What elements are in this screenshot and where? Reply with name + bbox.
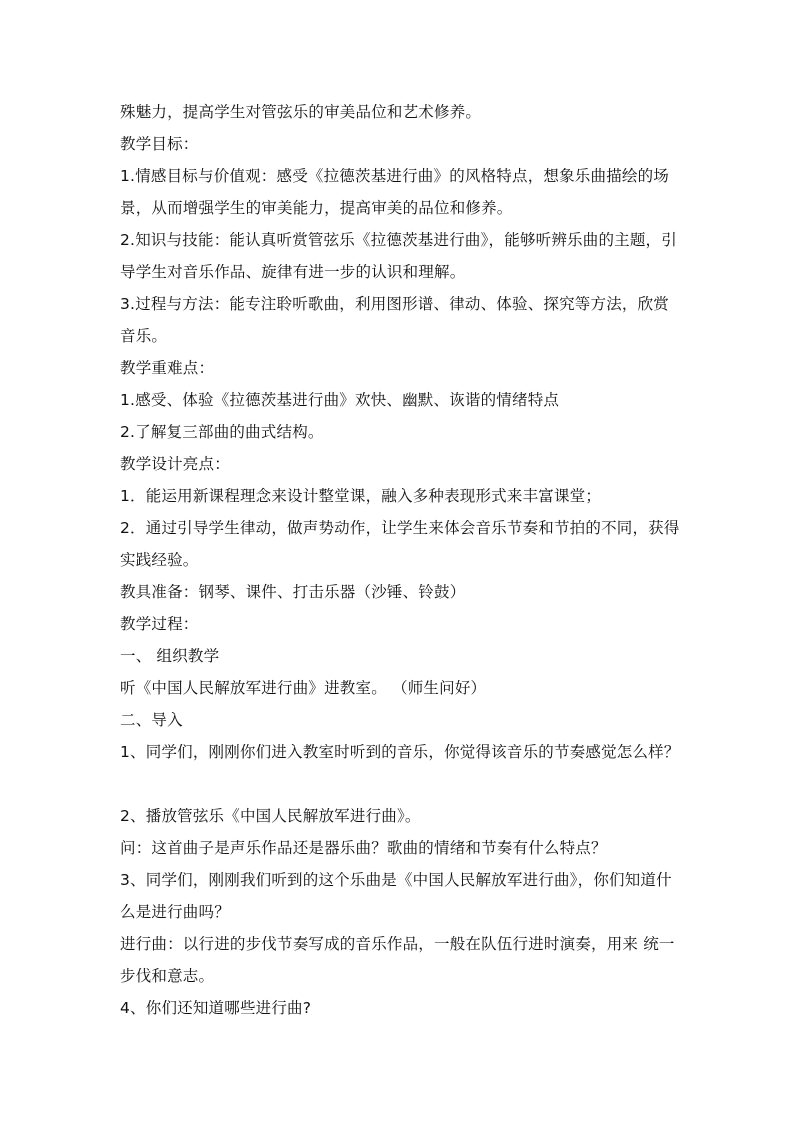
heading-design-highlights: 教学设计亮点： [120, 455, 230, 473]
intro-question-2: 2、播放管弦乐《中国人民解放军进行曲》。 [120, 807, 421, 825]
intro-question-2-ask: 问：这首曲子是声乐作品还是器乐曲？歌曲的情绪和节奏有什么特点？ [120, 839, 607, 857]
highlight-item-1: 1．能运用新课程理念来设计整堂课，融入多种表现形式来丰富课堂； [120, 487, 602, 505]
process-step-intro: 二、导入 [120, 711, 183, 729]
difficulty-item-1: 1.感受、体验《拉德茨基进行曲》欢快、幽默、诙谐的情绪特点 [120, 391, 560, 409]
intro-question-3: 3、同学们，刚刚我们听到的这个乐曲是《中国人民解放军进行曲》，你们知道什么是进行曲吗？ [120, 871, 672, 921]
heading-teaching-process: 教学过程： [120, 615, 199, 633]
document-page [120, 96, 680, 1024]
teaching-aids: 教具准备：钢琴、课件、打击乐器（沙锤、铃鼓） [120, 583, 466, 601]
process-listen-enter: 听《中国人民解放军进行曲》进教室。 （师生问好） [120, 679, 487, 697]
highlight-item-2: 2．通过引导学生律动，做声势动作，让学生来体会音乐节奏和节拍的不同，获得实践经验。 [120, 519, 680, 569]
intro-question-1: 1、同学们，刚刚你们进入教室时听到的音乐，你觉得该音乐的节奏感觉怎么样？ [120, 743, 680, 761]
heading-teaching-goals: 教学目标： [120, 135, 199, 153]
goal-process: 3.过程与方法：能专注聆听歌曲，利用图形谱、律动、体验、探究等方法，欣赏音乐。 [120, 295, 669, 345]
process-step-organize: 一、 组织教学 [120, 647, 220, 665]
intro-question-4: 4、你们还知道哪些进行曲? [120, 999, 312, 1017]
difficulty-item-2: 2.了解复三部曲的曲式结构。 [120, 423, 324, 441]
heading-key-difficulties: 教学重难点： [120, 359, 215, 377]
paragraph-intro-continuation: 殊魅力，提高学生对管弦乐的审美品位和艺术修养。 [120, 103, 482, 121]
goal-emotion: 1.情感目标与价值观：感受《拉德茨基进行曲》的风格特点，想象乐曲描绘的场景，从而增强学生的审美能力，提高审美的品位和修养。 [120, 167, 669, 217]
goal-knowledge: 2.知识与技能：能认真听赏管弦乐《拉德茨基进行曲》，能够听辨乐曲的主题，引导学生对音乐作品、旋律有进一步的认识和理解。 [120, 231, 677, 281]
blank-line [120, 768, 680, 800]
march-definition: 进行曲：以行进的步伐节奏写成的音乐作品，一般在队伍行进时演奏，用来 统一步伐和意志。 [120, 935, 675, 985]
